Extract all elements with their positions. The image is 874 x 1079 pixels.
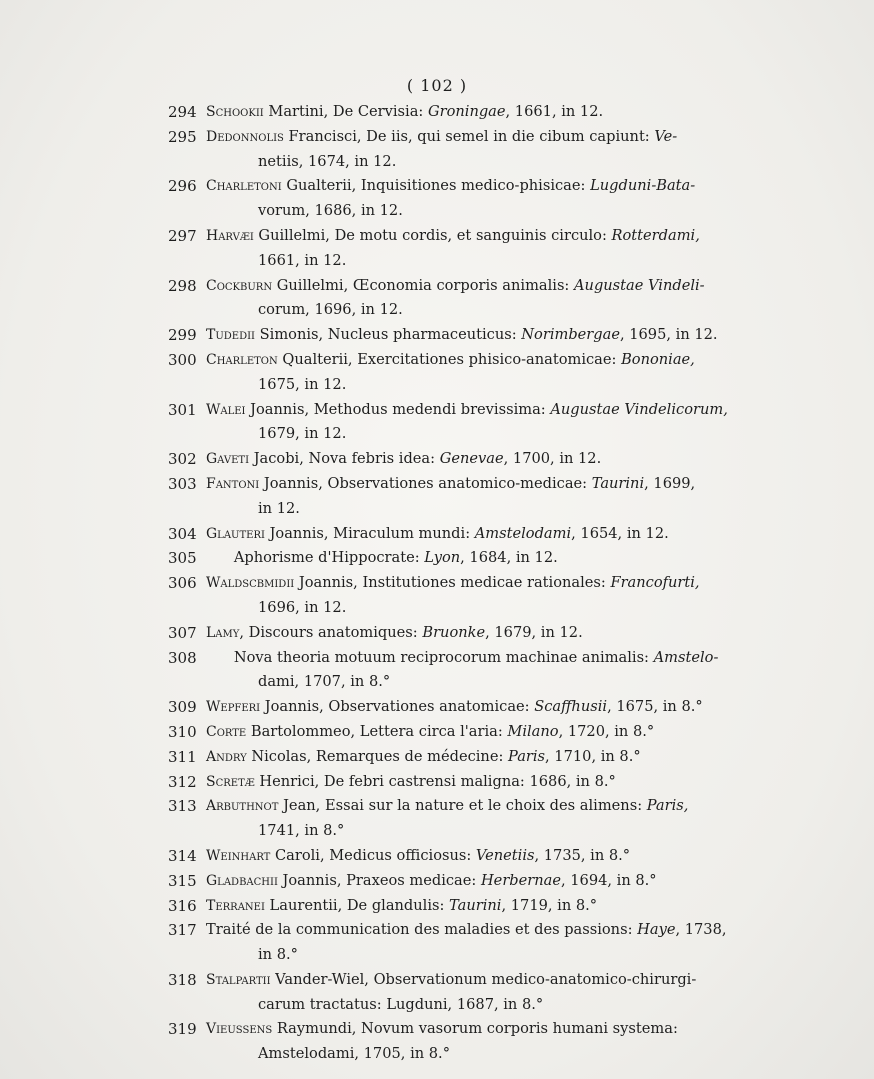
entry-number: 302 <box>168 450 197 469</box>
entry-title: Martini, De Cervisia: <box>263 103 428 120</box>
entry-number: 310 <box>168 722 197 741</box>
entry-number: 311 <box>168 747 197 766</box>
entry-312 <box>168 770 808 795</box>
entry-317 <box>168 918 808 968</box>
entry-place: Amstelo- <box>653 648 719 666</box>
entry-author: Walei <box>206 401 246 418</box>
entry-place: Norimbergae <box>521 326 620 344</box>
entry-300 <box>168 348 808 398</box>
entry-place: Augustae Vindelicorum, <box>550 400 728 418</box>
entry-title: Joannis, Methodus medendi brevissima: <box>245 400 551 418</box>
entry-number: 314 <box>168 846 197 865</box>
entry-title: Joannis, Miraculum mundi: <box>264 524 475 542</box>
entry-author: Schookii <box>206 104 264 120</box>
entry-author: Tudedii <box>206 327 256 344</box>
entry-title: Nova theoria motuum reciprocorum machinae animalis: <box>206 648 654 666</box>
entry-continuation: 1675, in 12. <box>258 375 347 393</box>
entry-author: Andry <box>206 748 247 765</box>
entry-author: Gaveti <box>206 451 250 468</box>
entry-place: Paris, <box>646 797 689 815</box>
entry-number: 307 <box>168 623 197 642</box>
entry-number: 315 <box>168 871 197 890</box>
entry-author: Scretæ <box>206 773 255 790</box>
entry-number: 303 <box>168 474 197 493</box>
entry-imprint: , 1661, in 12. <box>505 103 604 120</box>
entry-308 <box>168 646 808 696</box>
entry-place: Bononiae, <box>621 350 695 368</box>
entry-title: Nicolas, Remarques de médecine: <box>246 747 509 765</box>
entry-author: Stalpartii <box>206 971 271 988</box>
entry-author: Gladbachii <box>206 872 278 889</box>
entry-304 <box>168 522 808 547</box>
entry-number: 297 <box>168 226 197 245</box>
entry-imprint: , 1695, in 12. <box>619 326 718 344</box>
entry-continuation: Amstelodami, 1705, in 8.° <box>258 1045 450 1063</box>
entry-title: Guillelmi, Œconomia corporis animalis: <box>272 276 574 294</box>
entry-number: 318 <box>168 970 197 989</box>
entry-title: Joannis, Institutiones medicae rationales: <box>294 574 611 592</box>
entry-309 <box>168 695 808 720</box>
entry-306 <box>168 571 808 621</box>
entry-imprint: , 1694, in 8.° <box>560 871 657 889</box>
entry-place: Paris <box>508 747 546 765</box>
entry-author: Terranei <box>206 897 265 914</box>
entry-title: Raymundi, Novum vasorum corporis humani systema: <box>272 1020 678 1038</box>
entry-315 <box>168 869 808 894</box>
entry-316 <box>168 894 808 919</box>
entry-place: Bruonke <box>422 623 486 641</box>
entry-title: Vander-Wiel, Observationum medico-anatomico-chirurgi- <box>270 970 697 988</box>
entry-295 <box>168 125 808 175</box>
entry-number: 313 <box>168 797 197 816</box>
entry-author: Lamy <box>206 624 240 641</box>
entry-302 <box>168 447 808 472</box>
entry-title: Caroli, Medicus officiosus: <box>270 846 476 864</box>
entry-301 <box>168 398 808 448</box>
entry-imprint: , 1720, in 8.° <box>558 722 655 740</box>
entry-author: Harvæi <box>206 227 254 244</box>
entry-title: Laurentii, De glandulis: <box>264 896 450 914</box>
entry-place: Rotterdami, <box>611 226 700 244</box>
entry-place: Francofurti, <box>610 574 700 592</box>
entry-title: Guillelmi, De motu cordis, et sanguinis circulo: <box>253 226 612 244</box>
entry-place: Herbernae <box>480 871 561 889</box>
entry-318 <box>168 968 808 1018</box>
entry-continuation: 1741, in 8.° <box>258 822 345 840</box>
entry-number: 295 <box>168 127 197 146</box>
entry-303 <box>168 472 808 522</box>
entry-number: 308 <box>168 648 197 667</box>
entry-297 <box>168 224 808 274</box>
entry-author: Charletoni <box>206 178 282 195</box>
entry-imprint: , 1654, in 12. <box>571 524 669 542</box>
entry-continuation: 1661, in 12. <box>258 251 347 269</box>
page-number: ( 102 ) <box>406 76 468 95</box>
entry-number: 304 <box>168 524 197 543</box>
entry-title: Jean, Essai sur la nature et le choix des alimens: <box>278 797 647 815</box>
entry-313 <box>168 794 808 844</box>
entry-place: Venetiis <box>475 846 535 864</box>
entry-311 <box>168 745 808 770</box>
entry-number: 299 <box>168 326 197 345</box>
entry-number: 306 <box>168 574 197 593</box>
entry-number: 309 <box>168 698 197 717</box>
entry-title: Bartolommeo, Lettera circa l'aria: <box>246 722 508 740</box>
entry-296 <box>168 174 808 224</box>
entry-place: Amstelodami <box>474 524 572 542</box>
entry-continuation: corum, 1696, in 12. <box>258 301 403 319</box>
entry-imprint: , 1675, in 8.° <box>607 698 703 716</box>
entry-imprint: , 1684, in 12. <box>460 549 558 567</box>
entry-294 <box>168 100 808 125</box>
entry-author: Corte <box>206 723 247 740</box>
entry-continuation: vorum, 1686, in 12. <box>258 202 403 220</box>
entry-title: Qualterii, Exercitationes phisico-anatomicae: <box>277 350 622 368</box>
entry-author: Charleton <box>206 351 278 368</box>
entry-place: Taurini <box>449 896 502 914</box>
entry-author: Arbuthnot <box>206 798 279 815</box>
entry-imprint: , 1700, in 12. <box>503 450 602 468</box>
entry-number: 312 <box>168 772 197 791</box>
entry-place: Augustae Vindeli- <box>574 276 705 294</box>
entry-number: 298 <box>168 276 197 295</box>
entry-title: Gualterii, Inquisitiones medico-phisicae: <box>281 177 591 195</box>
entry-author: Waldscbmidii <box>206 575 295 592</box>
entry-number: 296 <box>168 177 197 196</box>
entry-310 <box>168 720 808 745</box>
entry-imprint: , 1738, <box>675 921 727 939</box>
entry-314 <box>168 844 808 869</box>
entry-continuation: dami, 1707, in 8.° <box>258 673 391 691</box>
entry-place: Lugduni-Bata- <box>590 177 696 195</box>
entry-title: Simonis, Nucleus pharmaceuticus: <box>255 326 522 344</box>
entry-place: Scaffhusii <box>534 698 608 716</box>
entry-place: Haye <box>637 921 676 939</box>
entry-title: Joannis, Observationes anatomico-medicae: <box>259 474 592 492</box>
entry-number: 317 <box>168 921 197 940</box>
entry-continuation: in 12. <box>258 499 300 517</box>
entry-place: Lyon <box>424 549 461 567</box>
entry-place: Groningae <box>427 103 506 120</box>
entry-title: Joannis, Observationes anatomicae: <box>260 698 535 716</box>
entry-imprint: , 1719, in 8.° <box>501 896 598 914</box>
entry-continuation: in 8.° <box>258 946 298 964</box>
entry-number: 294 <box>168 103 197 121</box>
entry-author: Vieussens <box>206 1021 273 1038</box>
entry-number: 300 <box>168 350 197 369</box>
entry-307 <box>168 621 808 646</box>
entry-number: 316 <box>168 896 197 915</box>
entry-place: Genevae <box>439 450 504 468</box>
entry-number: 301 <box>168 400 197 419</box>
entry-title: Aphorisme d'Hippocrate: <box>206 549 425 567</box>
entry-author: Wepferi <box>206 699 261 716</box>
entry-continuation: 1696, in 12. <box>258 598 347 616</box>
entry-author: Glauteri <box>206 525 265 542</box>
entry-author: Weinhart <box>206 847 271 864</box>
entry-319 <box>168 1017 808 1067</box>
entry-title: Jacobi, Nova febris idea: <box>249 450 440 468</box>
entry-place: Milano <box>507 722 559 740</box>
entry-title: , Discours anatomiques: <box>239 623 423 641</box>
entry-imprint: , 1699, <box>644 474 696 492</box>
entry-number: 305 <box>168 549 197 568</box>
entry-author: Cockburn <box>206 277 273 294</box>
entry-author: Dedonnolis <box>206 128 284 145</box>
entry-number: 319 <box>168 1020 197 1039</box>
entry-305 <box>168 546 808 571</box>
entry-imprint: , 1710, in 8.° <box>545 747 641 765</box>
entry-298 <box>168 274 808 324</box>
entry-continuation: netiis, 1674, in 12. <box>258 152 397 170</box>
entry-continuation: 1679, in 12. <box>258 425 347 443</box>
entry-imprint: , 1735, in 8.° <box>534 846 631 864</box>
entry-continuation: carum tractatus: Lugduni, 1687, in 8.° <box>258 995 544 1013</box>
entry-title: Henrici, De febri castrensi maligna: 1686, in 8.° <box>254 772 616 790</box>
entry-title: Francisci, De iis, qui semel in die cibum capiunt: <box>283 127 655 145</box>
entry-299 <box>168 323 808 348</box>
bibliography-list <box>168 100 808 1067</box>
entry-title: Joannis, Praxeos medicae: <box>277 871 481 889</box>
entry-imprint: , 1679, in 12. <box>485 623 583 641</box>
entry-place: Ve- <box>654 127 678 145</box>
entry-place: Taurini <box>591 474 645 492</box>
entry-author: Fantoni <box>206 475 260 492</box>
entry-title: Traité de la communication des maladies et des passions: <box>206 921 638 939</box>
